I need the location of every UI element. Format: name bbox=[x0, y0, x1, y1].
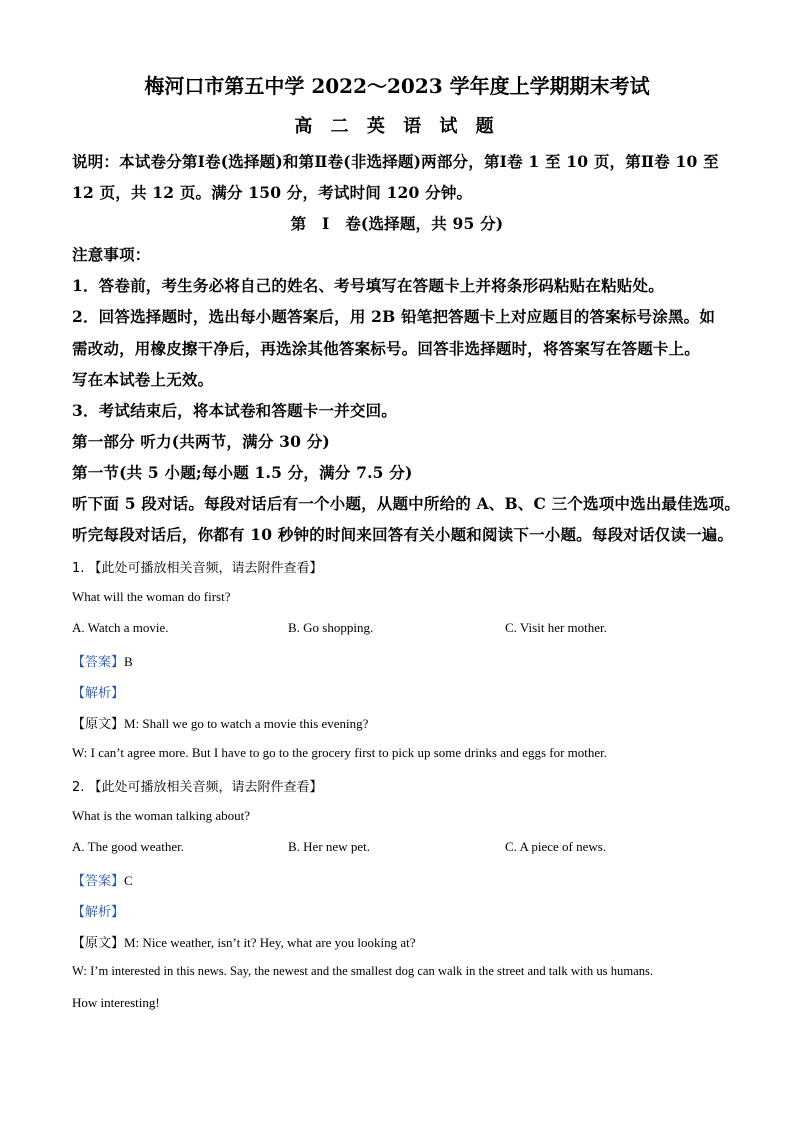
part-1-heading: 第一部分 听力(共两节，满分 30 分) bbox=[72, 432, 330, 451]
answer-value: B bbox=[124, 654, 133, 669]
question-2-original-w-continued: How interesting! bbox=[72, 995, 160, 1010]
question-2-original-m bbox=[72, 932, 416, 951]
listening-instruction-1: 听下面 5 段对话。每段对话后有一个小题，从题中所给的 A、B、C 三个选项中选出最佳选项。 bbox=[72, 494, 741, 513]
question-2-audio-line bbox=[72, 776, 323, 795]
original-m-text: M: Shall we go to watch a movie this evening? bbox=[124, 716, 369, 731]
audio-note[interactable]: 【此处可播放相关音频，请去附件查看】 bbox=[88, 780, 323, 795]
note-2-line-1: 2．回答选择题时，选出每小题答案后，用 2B 铅笔把答题卡上对应题目的答案标号涂黑。如 bbox=[72, 307, 716, 326]
note-2-line-2: 需改动，用橡皮擦干净后，再选涂其他答案标号。回答非选择题时，将答案写在答题卡上。 bbox=[72, 339, 701, 358]
question-number: 2. bbox=[72, 780, 85, 795]
listening-instruction-2: 听完每段对话后，你都有 10 秒钟的时间来回答有关小题和阅读下一小题。每段对话仅读一遍。 bbox=[72, 525, 734, 544]
note-2-line-3: 写在本试卷上无效。 bbox=[72, 370, 214, 389]
note-3: 3．考试结束后，将本试卷和答题卡一并交回。 bbox=[72, 401, 397, 420]
question-2-option-c: C. A piece of news. bbox=[505, 839, 607, 854]
question-2-text: What is the woman talking about? bbox=[72, 808, 250, 823]
original-tag: 【原文】 bbox=[72, 936, 125, 951]
audio-note[interactable]: 【此处可播放相关音频，请去附件查看】 bbox=[88, 561, 323, 576]
question-1-answer bbox=[72, 651, 133, 670]
intro-line-2: 12 页，共 12 页。满分 150 分，考试时间 120 分钟。 bbox=[72, 183, 473, 202]
question-1-audio-line bbox=[72, 557, 323, 576]
question-number: 1. bbox=[72, 561, 85, 576]
question-1-analysis-tag: 【解析】 bbox=[72, 686, 125, 701]
question-2-answer bbox=[72, 870, 133, 889]
question-2-option-a: A. The good weather. bbox=[72, 839, 185, 854]
question-2-option-b: B. Her new pet. bbox=[288, 839, 370, 854]
question-2-analysis-tag: 【解析】 bbox=[72, 905, 125, 920]
question-1-text: What will the woman do first? bbox=[72, 589, 231, 604]
exam-subtitle: 高 二 英 语 试 题 bbox=[294, 116, 500, 137]
volume-heading: 第 Ⅰ 卷(选择题，共 95 分) bbox=[290, 214, 504, 233]
question-1-option-a: A. Watch a movie. bbox=[72, 620, 169, 635]
question-2-original-w: W: I’m interested in this news. Say, the newest and the smallest dog can walk in the street and talk with us humans. bbox=[72, 964, 654, 978]
notes-heading: 注意事项： bbox=[72, 245, 151, 264]
original-m-text: M: Nice weather, isn’t it? Hey, what are you looking at? bbox=[124, 935, 416, 950]
note-1: 1．答卷前，考生务必将自己的姓名、考号填写在答题卡上并将条形码粘贴在粘贴处。 bbox=[72, 276, 664, 295]
question-1-original-w: W: I can’t agree more. But I have to go to the grocery first to pick up some drinks and eggs for mother. bbox=[72, 745, 608, 760]
original-tag: 【原文】 bbox=[72, 717, 125, 732]
section-1-heading: 第一节(共 5 小题;每小题 1.5 分，满分 7.5 分) bbox=[72, 463, 413, 482]
exam-title: 梅河口市第五中学 2022～2023 学年度上学期期末考试 bbox=[144, 74, 650, 98]
question-1-option-b: B. Go shopping. bbox=[288, 620, 374, 635]
question-1-option-c: C. Visit her mother. bbox=[505, 620, 607, 635]
intro-line-1: 说明：本试卷分第Ⅰ卷(选择题)和第Ⅱ卷(非选择题)两部分，第Ⅰ卷 1 至 10 页，第Ⅱ卷 10 至 bbox=[72, 152, 719, 171]
answer-value: C bbox=[124, 873, 133, 888]
question-1-original-m bbox=[72, 713, 368, 732]
answer-tag: 【答案】 bbox=[72, 655, 125, 670]
answer-tag: 【答案】 bbox=[72, 874, 125, 889]
